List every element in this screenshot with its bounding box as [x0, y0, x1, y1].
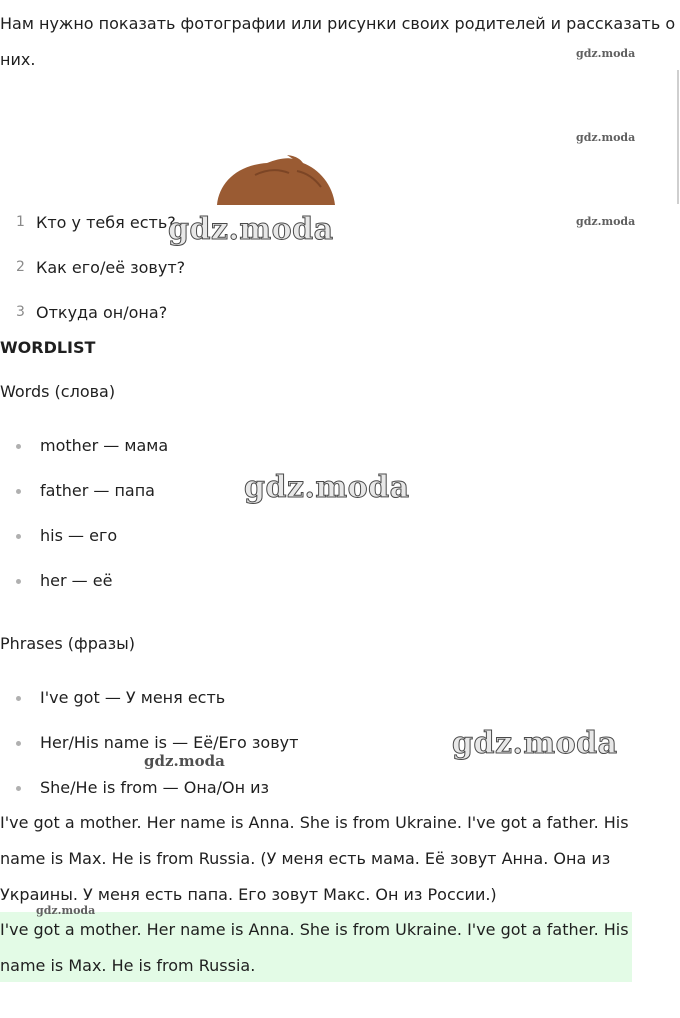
list-item: Her/His name is — Её/Его зовут — [0, 720, 298, 765]
question-text: Откуда он/она? — [36, 303, 168, 322]
list-item: 3 Откуда он/она? — [16, 303, 168, 322]
answer-block: I've got a mother. Her name is Anna. She is from Ukraine. I've got a father. His name is Max. He is from Russia. — [0, 912, 632, 982]
intro-text: Нам нужно показать фотографии или рисунки своих родителей и рассказать о них. — [0, 14, 676, 69]
watermark: gdz.moda — [576, 47, 636, 60]
watermark: gdz.moda — [576, 131, 636, 144]
list-item: mother — мама — [0, 423, 168, 468]
example-text: I've got a mother. Her name is Anna. She is from Ukraine. I've got a father. His name is Max. He is from Russia. (У меня есть мама. Её зовут Анна. Она из Украины. У меня есть папа. Его зовут Макс. Он из России.) — [0, 813, 629, 904]
watermark: gdz.moda — [168, 212, 334, 247]
words-heading: Words (слова) — [0, 382, 116, 401]
watermark: gdz.moda — [452, 726, 618, 761]
watermark: gdz.moda — [144, 752, 225, 770]
scrollbar[interactable] — [677, 70, 679, 204]
watermark: gdz.moda — [36, 904, 96, 917]
list-item: I've got — У меня есть — [0, 675, 298, 720]
question-text: Как его/её зовут? — [36, 258, 186, 277]
list-item: her — её — [0, 558, 168, 603]
list-item: 1 Кто у тебя есть? — [16, 213, 176, 232]
question-text: Кто у тебя есть? — [36, 213, 176, 232]
hair-illustration — [215, 155, 337, 205]
words-list — [0, 423, 168, 603]
question-list — [0, 200, 185, 335]
list-item: father — папа — [0, 468, 168, 513]
watermark: gdz.moda — [576, 215, 636, 228]
watermark: gdz.moda — [244, 470, 410, 505]
wordlist-heading: WORDLIST — [0, 338, 96, 357]
phrases-heading: Phrases (фразы) — [0, 634, 136, 653]
list-item: She/He is from — Она/Он из — [0, 765, 298, 810]
list-item: 2 Как его/её зовут? — [16, 258, 186, 277]
list-item: his — его — [0, 513, 168, 558]
phrases-list — [0, 675, 298, 810]
